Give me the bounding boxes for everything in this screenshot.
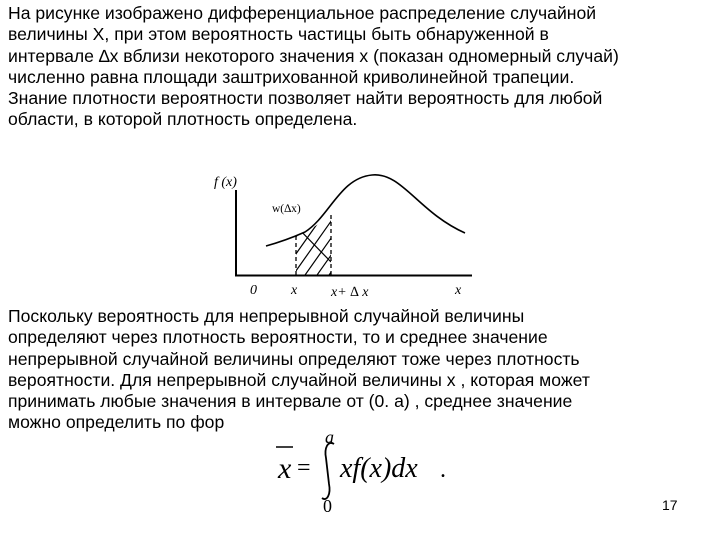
mean-formula: [276, 427, 446, 516]
x-axis-label: x: [455, 283, 462, 298]
upper-limit: a: [325, 427, 334, 447]
page-number: 17: [662, 497, 678, 513]
mean-line: принимать любые значения в интервале от (0. a) , среднее значение: [8, 391, 573, 412]
intro-line: численно равна площади заштрихованной криволинейной трапеции.: [8, 66, 575, 87]
x-tick-x-plus-dx: x+ ∆ x: [331, 285, 369, 300]
formula-equals: =: [297, 455, 311, 481]
mean-paragraph: [8, 306, 714, 434]
mean-line: Поскольку вероятность для непрерывной случайной величины: [8, 306, 525, 326]
x-tick-origin: 0: [250, 283, 257, 298]
intro-line: Знание плотности вероятности позволяет найти вероятность для любой: [8, 88, 603, 109]
integral-sign: [322, 443, 334, 499]
curve-label: w(∆x): [272, 203, 301, 215]
intro-line: На рисунке изображено дифференциальное распределение случайной: [8, 3, 597, 23]
formula-lhs: x: [278, 452, 292, 485]
x-tick-x: x: [291, 283, 298, 298]
intro-line: величины X, при этом вероятность частицы быть обнаруженной в: [8, 24, 549, 45]
mean-line: вероятности. Для непрерывной случайной величины x , которая может: [8, 369, 590, 390]
lower-limit: 0: [323, 496, 332, 516]
intro-line: интервале ∆x вблизи некоторого значения x (показан одномерный случай): [8, 45, 619, 66]
intro-line: области, в которой плотность определена.: [8, 109, 358, 130]
integrand: xf(x)dx: [340, 453, 418, 484]
mean-line: можно определить по фор: [8, 412, 225, 433]
y-axis-label: f (x): [214, 175, 237, 190]
formula-period: .: [440, 457, 446, 483]
mean-line: определяют через плотность вероятности, то и среднее значение: [8, 327, 548, 348]
mean-line: непрерывной случайной величины определяют тоже через плотность: [8, 348, 580, 369]
